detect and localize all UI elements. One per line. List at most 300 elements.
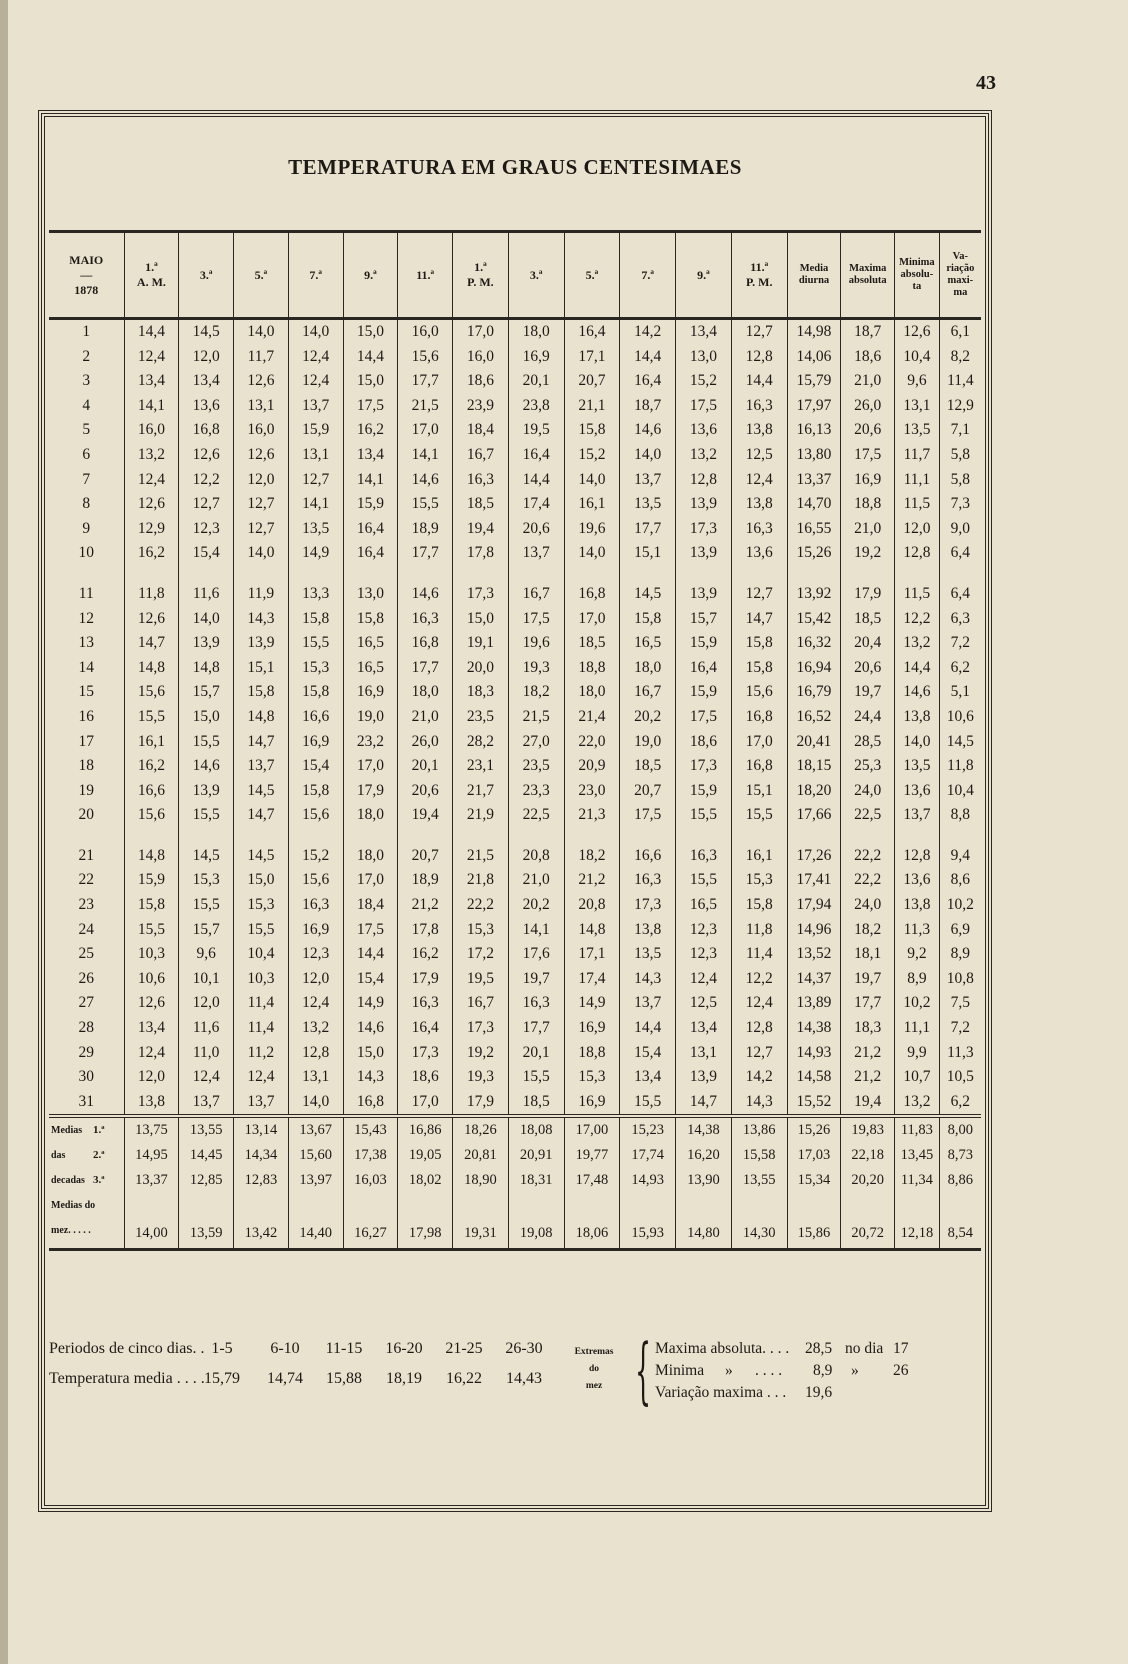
- media-mez-cell: 16,27: [343, 1218, 398, 1250]
- media-value-cell: 16,03: [343, 1168, 398, 1193]
- value-cell: 14,7: [731, 607, 787, 632]
- value-cell: 17,2: [453, 942, 509, 967]
- medias-decada-row: [49, 1143, 981, 1168]
- media-mez-cell: 13,42: [234, 1218, 289, 1250]
- table-row: [49, 705, 981, 730]
- media-mez-cell: 19,08: [508, 1218, 564, 1250]
- value-cell: 18,9: [398, 517, 453, 542]
- value-cell: 15,3: [234, 893, 289, 918]
- periodo-cell: 11-15: [325, 1340, 363, 1357]
- value-cell: 15,0: [179, 705, 234, 730]
- value-cell: 12,3: [676, 918, 732, 943]
- value-cell: 18,6: [453, 369, 509, 394]
- value-cell: 18,0: [564, 680, 620, 705]
- value-cell: 13,6: [895, 868, 940, 893]
- value-cell: 19,7: [841, 967, 895, 992]
- value-cell: 17,66: [787, 803, 841, 828]
- value-cell: 18,5: [508, 1090, 564, 1117]
- value-cell: 21,0: [841, 369, 895, 394]
- value-cell: 12,4: [234, 1065, 289, 1090]
- hour-header: 3.ª: [508, 232, 564, 319]
- value-cell: 11,4: [234, 991, 289, 1016]
- value-cell: 20,1: [398, 754, 453, 779]
- value-cell: 20,7: [398, 844, 453, 869]
- media-mez-cell: 14,40: [288, 1218, 343, 1250]
- value-cell: 17,7: [620, 517, 676, 542]
- hour-header: 9.ª: [343, 232, 398, 319]
- media-value-cell: 17,00: [564, 1116, 620, 1143]
- hour-header: 1.ª P. M.: [453, 232, 509, 319]
- media-value-cell: 15,34: [787, 1168, 841, 1193]
- day-cell: 10: [78, 544, 95, 562]
- value-cell: 15,8: [288, 680, 343, 705]
- value-cell: 18,7: [841, 319, 895, 345]
- value-cell: 15,5: [508, 1065, 564, 1090]
- media-value-cell: 15,43: [343, 1116, 398, 1143]
- value-cell: 5,1: [939, 680, 981, 705]
- medias-rows: [49, 1116, 981, 1250]
- table-row: [49, 517, 981, 542]
- value-cell: 16,3: [453, 468, 509, 493]
- value-cell: 14,0: [564, 541, 620, 566]
- value-cell: 10,6: [124, 967, 179, 992]
- value-cell: 15,8: [731, 656, 787, 681]
- value-cell: 14,98: [787, 319, 841, 345]
- value-cell: 15,42: [787, 607, 841, 632]
- brace: {: [635, 1328, 652, 1412]
- value-cell: 15,6: [288, 868, 343, 893]
- value-cell: 18,2: [508, 680, 564, 705]
- value-cell: 17,7: [841, 991, 895, 1016]
- value-cell: 15,5: [288, 631, 343, 656]
- value-cell: 14,6: [398, 468, 453, 493]
- value-cell: 21,2: [841, 1065, 895, 1090]
- value-cell: 19,1: [453, 631, 509, 656]
- table-row: [49, 443, 981, 468]
- value-cell: 15,9: [124, 868, 179, 893]
- media-mez-cell: 20,72: [841, 1218, 895, 1250]
- value-cell: 14,5: [939, 730, 981, 755]
- value-cell: 17,9: [841, 582, 895, 607]
- value-cell: 15,5: [234, 918, 289, 943]
- value-cell: 12,6: [234, 443, 289, 468]
- value-cell: 16,3: [731, 394, 787, 419]
- temperature-table: [49, 230, 981, 1251]
- value-cell: 15,4: [620, 1041, 676, 1066]
- hour-header: 11.ª P. M.: [731, 232, 787, 319]
- day-cell: 5: [82, 421, 91, 439]
- periodo-cell: 26-30: [505, 1340, 543, 1357]
- media-mez-cell: 14,00: [124, 1218, 179, 1250]
- value-cell: 11,0: [179, 1041, 234, 1066]
- temperatura-media-cell: 14,74: [267, 1370, 303, 1387]
- media-value-cell: 8,00: [939, 1116, 981, 1143]
- value-cell: 13,5: [895, 418, 940, 443]
- value-cell: 12,7: [234, 517, 289, 542]
- medias-decada-row: [49, 1116, 981, 1143]
- value-cell: 16,6: [288, 705, 343, 730]
- value-cell: 11,6: [179, 582, 234, 607]
- value-cell: 12,4: [676, 967, 732, 992]
- media-value-cell: 15,26: [787, 1116, 841, 1143]
- value-cell: 17,41: [787, 868, 841, 893]
- table-row: [49, 1041, 981, 1066]
- value-cell: 17,0: [343, 754, 398, 779]
- value-cell: 17,4: [564, 967, 620, 992]
- day-cell: 18: [78, 757, 95, 775]
- value-cell: 14,4: [343, 942, 398, 967]
- value-cell: 14,3: [234, 607, 289, 632]
- value-cell: 14,37: [787, 967, 841, 992]
- value-cell: 16,9: [288, 918, 343, 943]
- value-cell: 13,37: [787, 468, 841, 493]
- hour-header: 7.ª: [288, 232, 343, 319]
- value-cell: 17,6: [508, 942, 564, 967]
- value-cell: 14,6: [620, 418, 676, 443]
- value-cell: 18,0: [620, 656, 676, 681]
- value-cell: 8,9: [939, 942, 981, 967]
- value-cell: 23,1: [453, 754, 509, 779]
- value-cell: 15,5: [179, 730, 234, 755]
- value-cell: 12,8: [731, 345, 787, 370]
- value-cell: 16,5: [343, 631, 398, 656]
- value-cell: 13,7: [288, 394, 343, 419]
- value-cell: 17,3: [453, 582, 509, 607]
- value-cell: 14,6: [179, 754, 234, 779]
- value-cell: 9,6: [179, 942, 234, 967]
- value-cell: 17,1: [564, 345, 620, 370]
- extrema-variacao: Variação maxima . . . 19,6: [655, 1384, 833, 1401]
- table-row: [49, 680, 981, 705]
- value-cell: 12,7: [288, 468, 343, 493]
- value-cell: 18,0: [398, 680, 453, 705]
- media-mez-cell: 8,54: [939, 1218, 981, 1250]
- value-cell: 17,1: [564, 942, 620, 967]
- day-cell: 22: [78, 871, 95, 889]
- day-cell: 28: [78, 1019, 95, 1037]
- day-cell: 20: [78, 806, 95, 824]
- table-row: [49, 1016, 981, 1041]
- value-cell: 20,2: [620, 705, 676, 730]
- media-value-cell: 13,45: [895, 1143, 940, 1168]
- value-cell: 13,9: [676, 582, 732, 607]
- value-cell: 21,9: [453, 803, 509, 828]
- value-cell: 18,8: [564, 656, 620, 681]
- value-cell: 20,8: [564, 893, 620, 918]
- minima-header: Minima absolu- ta: [895, 232, 940, 319]
- value-cell: 7,2: [939, 1016, 981, 1041]
- value-cell: 13,2: [124, 443, 179, 468]
- medias-label-cell: das 2.ª: [51, 1149, 105, 1162]
- value-cell: 13,2: [676, 443, 732, 468]
- value-cell: 15,7: [179, 680, 234, 705]
- value-cell: 18,4: [343, 893, 398, 918]
- value-cell: 14,0: [288, 319, 343, 345]
- value-cell: 24,0: [841, 893, 895, 918]
- value-cell: 15,0: [343, 319, 398, 345]
- value-cell: 12,8: [895, 844, 940, 869]
- value-cell: 13,8: [731, 492, 787, 517]
- value-cell: 17,26: [787, 844, 841, 869]
- value-cell: 7,2: [939, 631, 981, 656]
- value-cell: 15,79: [787, 369, 841, 394]
- value-cell: 13,6: [179, 394, 234, 419]
- value-cell: 11,1: [895, 468, 940, 493]
- periodos-label: Periodos de cinco dias. .: [49, 1340, 205, 1357]
- value-cell: 28,5: [841, 730, 895, 755]
- value-cell: 15,5: [398, 492, 453, 517]
- value-cell: 16,4: [676, 656, 732, 681]
- day-cell: 29: [78, 1043, 95, 1061]
- value-cell: 13,8: [124, 1090, 179, 1117]
- value-cell: 13,5: [620, 942, 676, 967]
- value-cell: 16,8: [564, 582, 620, 607]
- value-cell: 23,2: [343, 730, 398, 755]
- value-cell: 11,3: [939, 1041, 981, 1066]
- value-cell: 23,0: [564, 779, 620, 804]
- value-cell: 12,0: [179, 991, 234, 1016]
- value-cell: 12,3: [179, 517, 234, 542]
- value-cell: 18,15: [787, 754, 841, 779]
- value-cell: 23,8: [508, 394, 564, 419]
- media-value-cell: 16,20: [676, 1143, 732, 1168]
- value-cell: 14,8: [124, 656, 179, 681]
- value-cell: 15,8: [731, 631, 787, 656]
- media-value-cell: 17,48: [564, 1168, 620, 1193]
- value-cell: 13,52: [787, 942, 841, 967]
- value-cell: 14,2: [731, 1065, 787, 1090]
- value-cell: 15,5: [179, 803, 234, 828]
- value-cell: 14,6: [398, 582, 453, 607]
- media-value-cell: 19,77: [564, 1143, 620, 1168]
- day-cell: 9: [82, 519, 91, 537]
- value-cell: 11,8: [939, 754, 981, 779]
- extrema-maxima: Maxima absoluta. . . . 28,5 no dia 17: [655, 1340, 909, 1357]
- value-cell: 7,1: [939, 418, 981, 443]
- value-cell: 15,2: [288, 844, 343, 869]
- value-cell: 18,3: [841, 1016, 895, 1041]
- value-cell: 20,41: [787, 730, 841, 755]
- value-cell: 14,0: [234, 541, 289, 566]
- media-value-cell: 8,86: [939, 1168, 981, 1193]
- day-cell: 25: [78, 945, 95, 963]
- page-edge: [0, 0, 8, 1664]
- value-cell: 14,96: [787, 918, 841, 943]
- media-value-cell: 19,05: [398, 1143, 453, 1168]
- value-cell: 11,6: [179, 1016, 234, 1041]
- value-cell: 16,6: [620, 844, 676, 869]
- value-cell: 17,9: [453, 1090, 509, 1117]
- day-cell: 3: [82, 372, 91, 390]
- value-cell: 15,5: [124, 918, 179, 943]
- value-cell: 16,3: [398, 607, 453, 632]
- value-cell: 14,9: [343, 991, 398, 1016]
- day-cell: 8: [82, 495, 91, 513]
- value-cell: 13,9: [179, 631, 234, 656]
- value-cell: 17,94: [787, 893, 841, 918]
- value-cell: 9,9: [895, 1041, 940, 1066]
- value-cell: 12,8: [731, 1016, 787, 1041]
- value-cell: 15,3: [731, 868, 787, 893]
- value-cell: 17,97: [787, 394, 841, 419]
- value-cell: 15,5: [124, 705, 179, 730]
- value-cell: 13,8: [731, 418, 787, 443]
- value-cell: 12,7: [234, 492, 289, 517]
- table-row: [49, 893, 981, 918]
- value-cell: 17,3: [453, 1016, 509, 1041]
- value-cell: 11,5: [895, 582, 940, 607]
- value-cell: 22,2: [841, 868, 895, 893]
- hour-header: 9.ª: [676, 232, 732, 319]
- value-cell: 5,8: [939, 443, 981, 468]
- medias-separator: Medias do: [49, 1193, 981, 1218]
- value-cell: 6,9: [939, 918, 981, 943]
- value-cell: 15,8: [564, 418, 620, 443]
- value-cell: 19,4: [398, 803, 453, 828]
- value-cell: 23,3: [508, 779, 564, 804]
- value-cell: 16,8: [343, 1090, 398, 1117]
- value-cell: 12,0: [895, 517, 940, 542]
- media-value-cell: 13,37: [124, 1168, 179, 1193]
- table-row: [49, 730, 981, 755]
- media-value-cell: 18,31: [508, 1168, 564, 1193]
- value-cell: 14,8: [124, 844, 179, 869]
- value-cell: 15,6: [124, 680, 179, 705]
- table-row: [49, 1065, 981, 1090]
- table-title: TEMPERATURA EM GRAUS CENTESIMAES: [288, 155, 742, 179]
- value-cell: 26,0: [841, 394, 895, 419]
- value-cell: 18,8: [564, 1041, 620, 1066]
- value-cell: 12,3: [676, 942, 732, 967]
- media-diurna-header: Media diurna: [787, 232, 841, 319]
- table-row: [49, 1090, 981, 1117]
- value-cell: 15,0: [343, 369, 398, 394]
- media-value-cell: 13,14: [234, 1116, 289, 1143]
- value-cell: 15,4: [343, 967, 398, 992]
- value-cell: 12,4: [288, 345, 343, 370]
- value-cell: 15,9: [343, 492, 398, 517]
- value-cell: 17,5: [343, 918, 398, 943]
- value-cell: 16,2: [124, 754, 179, 779]
- value-cell: 13,9: [676, 541, 732, 566]
- value-cell: 14,1: [343, 468, 398, 493]
- value-cell: 28,2: [453, 730, 509, 755]
- media-value-cell: 8,73: [939, 1143, 981, 1168]
- value-cell: 17,3: [676, 517, 732, 542]
- value-cell: 6,3: [939, 607, 981, 632]
- value-cell: 19,5: [453, 967, 509, 992]
- table-row: [49, 631, 981, 656]
- value-cell: 14,06: [787, 345, 841, 370]
- value-cell: 13,8: [895, 705, 940, 730]
- value-cell: 13,7: [620, 468, 676, 493]
- media-value-cell: 15,23: [620, 1116, 676, 1143]
- value-cell: 19,0: [620, 730, 676, 755]
- value-cell: 16,3: [676, 844, 732, 869]
- value-cell: 21,0: [841, 517, 895, 542]
- table-row: [49, 779, 981, 804]
- value-cell: 22,0: [564, 730, 620, 755]
- media-value-cell: 18,26: [453, 1116, 509, 1143]
- media-value-cell: 13,55: [731, 1168, 787, 1193]
- hour-header: 5.ª: [234, 232, 289, 319]
- value-cell: 16,0: [453, 345, 509, 370]
- value-cell: 13,2: [288, 1016, 343, 1041]
- value-cell: 19,4: [841, 1090, 895, 1117]
- value-cell: 13,4: [620, 1065, 676, 1090]
- value-cell: 27,0: [508, 730, 564, 755]
- value-cell: 15,1: [234, 656, 289, 681]
- value-cell: 17,5: [676, 394, 732, 419]
- media-mez-cell: 19,31: [453, 1218, 509, 1250]
- value-cell: 18,5: [453, 492, 509, 517]
- value-cell: 16,0: [234, 418, 289, 443]
- daily-rows: [49, 319, 981, 1117]
- value-cell: 12,0: [288, 967, 343, 992]
- value-cell: 11,2: [234, 1041, 289, 1066]
- value-cell: 10,4: [939, 779, 981, 804]
- media-mez-cell: 15,93: [620, 1218, 676, 1250]
- medias-mez-label: mez. . . . .: [49, 1218, 124, 1250]
- table-row: [49, 345, 981, 370]
- page-number: 43: [976, 72, 996, 94]
- value-cell: 19,6: [564, 517, 620, 542]
- value-cell: 6,1: [939, 319, 981, 345]
- value-cell: 16,0: [124, 418, 179, 443]
- value-cell: 17,3: [398, 1041, 453, 1066]
- value-cell: 21,2: [564, 868, 620, 893]
- value-cell: 21,5: [453, 844, 509, 869]
- value-cell: 14,1: [398, 443, 453, 468]
- value-cell: 11,4: [731, 942, 787, 967]
- value-cell: 15,9: [676, 779, 732, 804]
- media-value-cell: 20,91: [508, 1143, 564, 1168]
- table-row: [49, 918, 981, 943]
- value-cell: 17,0: [453, 319, 509, 345]
- value-cell: 18,4: [453, 418, 509, 443]
- value-cell: 17,7: [508, 1016, 564, 1041]
- value-cell: 16,0: [398, 319, 453, 345]
- value-cell: 18,0: [508, 319, 564, 345]
- value-cell: 20,9: [564, 754, 620, 779]
- value-cell: 13,5: [620, 492, 676, 517]
- value-cell: 15,5: [731, 803, 787, 828]
- value-cell: 21,5: [508, 705, 564, 730]
- value-cell: 18,0: [343, 844, 398, 869]
- decade-gap: [49, 566, 981, 582]
- table-row: [49, 991, 981, 1016]
- value-cell: 14,6: [895, 680, 940, 705]
- value-cell: 20,0: [453, 656, 509, 681]
- value-cell: 17,7: [398, 656, 453, 681]
- value-cell: 19,4: [453, 517, 509, 542]
- value-cell: 18,20: [787, 779, 841, 804]
- value-cell: 13,3: [288, 582, 343, 607]
- value-cell: 22,2: [453, 893, 509, 918]
- value-cell: 15,52: [787, 1090, 841, 1117]
- media-mez-cell: 12,18: [895, 1218, 940, 1250]
- value-cell: 16,8: [731, 705, 787, 730]
- table-row: [49, 656, 981, 681]
- value-cell: 12,4: [288, 369, 343, 394]
- media-value-cell: 12,83: [234, 1168, 289, 1193]
- media-value-cell: 13,90: [676, 1168, 732, 1193]
- media-value-cell: 14,95: [124, 1143, 179, 1168]
- day-cell: 12: [78, 609, 95, 627]
- value-cell: 13,9: [676, 1065, 732, 1090]
- value-cell: 13,92: [787, 582, 841, 607]
- value-cell: 21,2: [841, 1041, 895, 1066]
